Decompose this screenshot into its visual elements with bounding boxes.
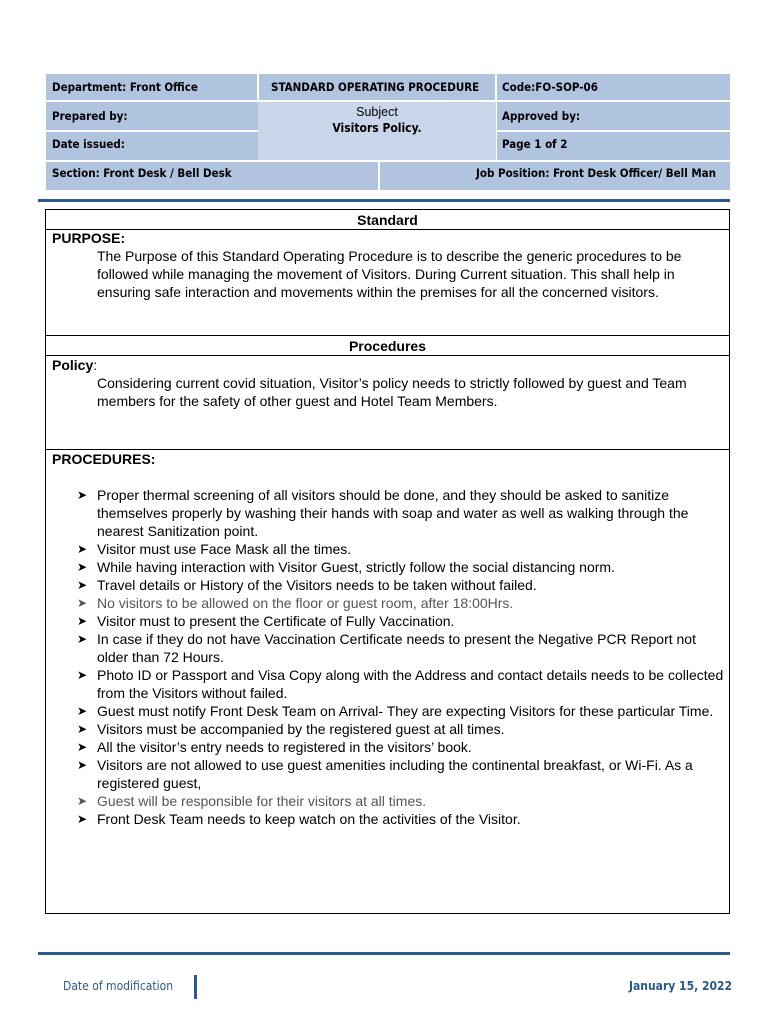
- arrow-bullet-icon: ➤: [77, 704, 88, 718]
- procedure-text: Travel details or History of the Visitors needs to be taken without failed.: [97, 577, 537, 593]
- arrow-bullet-icon: ➤: [77, 488, 88, 502]
- arrow-bullet-icon: ➤: [77, 596, 88, 610]
- footer-date: January 15, 2022: [628, 979, 732, 993]
- header-table: [46, 74, 730, 190]
- policy-heading: [52, 357, 97, 373]
- arrow-bullet-icon: ➤: [77, 794, 88, 808]
- row-divider: [46, 355, 729, 356]
- procedure-text: Guest must notify Front Desk Team on Arrival- They are expecting Visitors for these particular Time.: [97, 703, 714, 719]
- policy-colon: :: [93, 357, 98, 373]
- procedure-text: Visitors must be accompanied by the registered guest at all times.: [97, 721, 505, 737]
- procedure-item: [46, 576, 726, 594]
- section-label: Section: Front Desk / Bell Desk: [52, 166, 232, 180]
- arrow-bullet-icon: ➤: [77, 812, 88, 826]
- arrow-bullet-icon: ➤: [77, 560, 88, 574]
- procedure-item: [46, 612, 726, 630]
- procedure-text: Visitor must to present the Certificate of Fully Vaccination.: [97, 613, 455, 629]
- subject-label: Subject: [356, 105, 398, 119]
- department-label: Department: Front Office: [52, 80, 198, 94]
- purpose-text: The Purpose of this Standard Operating Procedure is to describe the generic procedures to be followed while managing the movement of Visitors. During Current situation. This shall help in ensuring safe interaction and movements within the premises for all the concerned visitors.: [97, 248, 682, 300]
- policy-label: Policy: [52, 357, 94, 373]
- arrow-bullet-icon: ➤: [77, 632, 88, 646]
- row-divider: [46, 229, 729, 230]
- arrow-bullet-icon: ➤: [77, 542, 88, 556]
- procedure-item: [46, 594, 726, 612]
- arrow-bullet-icon: ➤: [77, 668, 88, 682]
- procedure-text: Front Desk Team needs to keep watch on the activities of the Visitor.: [97, 811, 521, 827]
- procedure-text: Proper thermal screening of all visitors should be done, and they should be asked to sanitize themselves properly by washing their hands with soap and water as well as walking through the nearest Sanitization point.: [97, 487, 689, 539]
- header-divider: [38, 199, 730, 202]
- procedure-text: All the visitor’s entry needs to registered in the visitors’ book.: [97, 739, 472, 755]
- procedure-text: Photo ID or Passport and Visa Copy along with the Address and contact details needs to be collected from the Visitors without failed.: [97, 667, 724, 701]
- arrow-bullet-icon: ➤: [77, 740, 88, 754]
- procedure-text: Visitors are not allowed to use guest amenities including the continental breakfast, or Wi-Fi. As a registered guest,: [97, 757, 693, 791]
- procedure-text: No visitors to be allowed on the floor or guest room, after 18:00Hrs.: [97, 595, 514, 611]
- procedure-text: In case if they do not have Vaccination Certificate needs to present the Negative PCR Report not older than 72 Hours.: [97, 631, 696, 665]
- procedure-item: [46, 738, 726, 756]
- procedure-text: While having interaction with Visitor Guest, strictly follow the social distancing norm.: [97, 559, 615, 575]
- procedures-label: PROCEDURES:: [52, 451, 156, 467]
- procedures-title: Procedures: [348, 338, 427, 354]
- procedure-item: [46, 558, 726, 576]
- procedure-list: [46, 486, 726, 828]
- date-issued-label: Date issued:: [52, 137, 125, 151]
- procedure-item: [46, 702, 726, 720]
- page-label: Page 1 of 2: [502, 137, 568, 151]
- grid-line: [46, 130, 258, 132]
- doc-type-label: STANDARD OPERATING PROCEDURE: [271, 80, 480, 94]
- footer-separator: [194, 975, 197, 999]
- procedure-text: Visitor must use Face Mask all the times.: [97, 541, 352, 557]
- grid-line: [46, 160, 730, 162]
- footer-modification-label: Date of modification: [63, 979, 174, 993]
- grid-line: [257, 74, 259, 102]
- procedure-item: [46, 486, 726, 540]
- standard-title: Standard: [357, 212, 418, 228]
- row-divider: [46, 335, 729, 336]
- procedure-item: [46, 630, 726, 666]
- grid-line: [496, 130, 730, 132]
- arrow-bullet-icon: ➤: [77, 614, 88, 628]
- procedure-item: [46, 720, 726, 738]
- arrow-bullet-icon: ➤: [77, 578, 88, 592]
- procedure-text: Guest will be responsible for their visitors at all times.: [97, 793, 427, 809]
- code-label: Code:FO-SOP-06: [502, 80, 598, 94]
- footer-divider: [38, 952, 730, 955]
- subject-box: [258, 102, 496, 160]
- procedure-table: [45, 209, 730, 914]
- approved-by-label: Approved by:: [502, 109, 581, 123]
- row-divider: [46, 449, 729, 450]
- policy-text: Considering current covid situation, Visitor’s policy needs to strictly followed by guest and Team members for the safety of other guest and Hotel Team Members.: [97, 375, 687, 409]
- procedure-item: [46, 810, 726, 828]
- prepared-by-label: Prepared by:: [52, 109, 128, 123]
- procedure-item: [46, 756, 726, 792]
- arrow-bullet-icon: ➤: [77, 722, 88, 736]
- arrow-bullet-icon: ➤: [77, 758, 88, 772]
- procedure-item: [46, 792, 726, 810]
- procedure-item: [46, 666, 726, 702]
- grid-line: [378, 160, 380, 190]
- purpose-label: PURPOSE:: [52, 230, 126, 246]
- procedure-item: [46, 540, 726, 558]
- job-position-label: Job Position: Front Desk Officer/ Bell Man: [476, 166, 716, 180]
- subject-value: Visitors Policy.: [332, 121, 422, 135]
